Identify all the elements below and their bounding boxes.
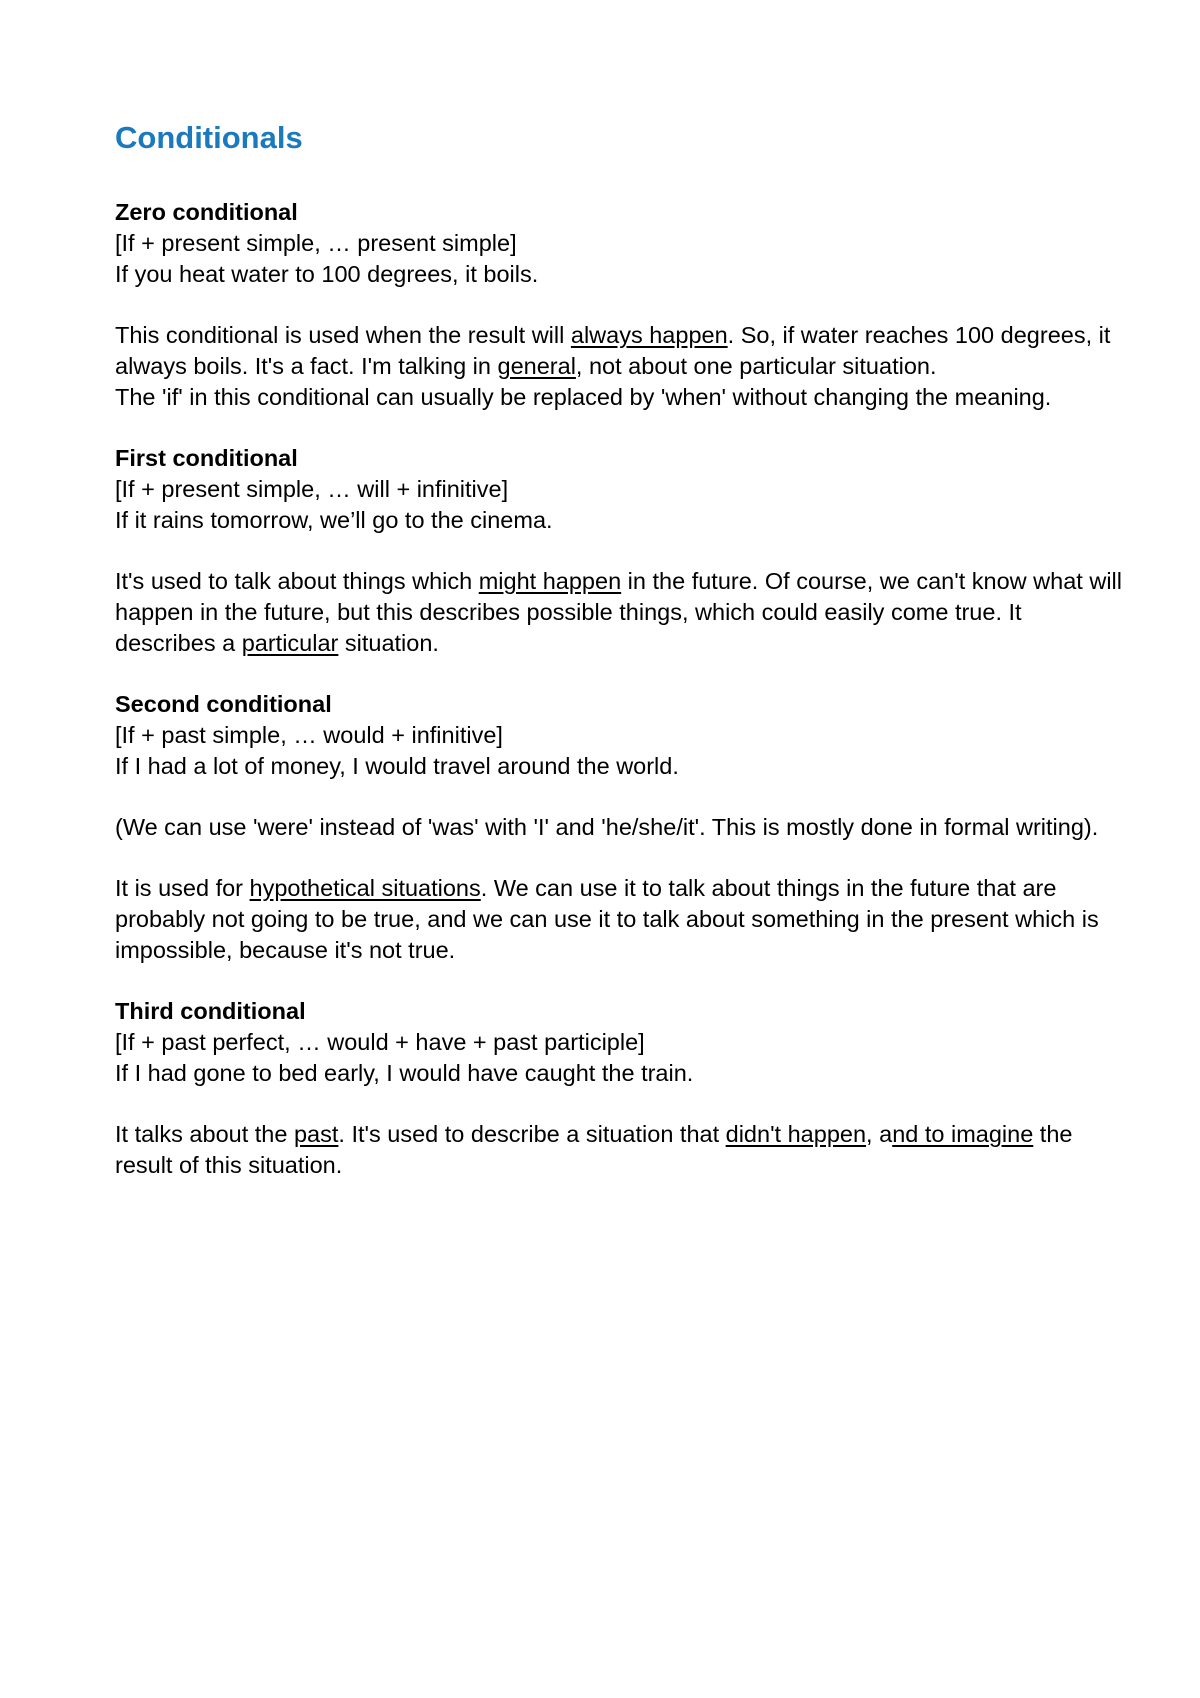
underlined-phrase: particular — [241, 630, 339, 656]
second-conditional-structure: [If + past simple, … would + infinitive] — [115, 722, 503, 748]
zero-conditional-section — [115, 197, 1125, 413]
second-conditional-note: (We can use 'were' instead of 'was' with 'I' and 'he/she/it'. This is mostly done in formal writing). — [115, 814, 1099, 840]
third-conditional-section — [115, 996, 1125, 1181]
second-conditional-section — [115, 689, 1125, 966]
zero-conditional-structure: [If + present simple, … present simple] — [115, 230, 517, 256]
first-conditional-section — [115, 443, 1125, 659]
first-conditional-structure: [If + present simple, … will + infinitive] — [115, 476, 509, 502]
underlined-phrase: general — [497, 353, 576, 379]
third-conditional-example: If I had gone to bed early, I would have caught the train. — [115, 1060, 694, 1086]
zero-conditional-note: The 'if' in this conditional can usually be replaced by 'when' without changing the meaning. — [115, 384, 1052, 410]
first-conditional-heading: First conditional — [115, 445, 298, 471]
underlined-phrase: hypothetical situations — [249, 875, 481, 901]
underlined-phrase: didn't happen — [725, 1121, 867, 1147]
underlined-phrase: might happen — [478, 568, 622, 594]
underlined-phrase: nd to imagine — [892, 1121, 1034, 1147]
first-conditional-explanation: It's used to talk about things which might happen in the future. Of course, we can't know what will happen in the future, but this describes possible things, which could easily come true. It describes a particular situation. — [115, 568, 1122, 656]
second-conditional-heading: Second conditional — [115, 691, 332, 717]
underlined-phrase: past — [293, 1121, 339, 1147]
document-title: Conditionals — [115, 120, 303, 155]
zero-conditional-heading: Zero conditional — [115, 199, 298, 225]
underlined-phrase: always happen — [570, 322, 728, 348]
second-conditional-explanation: It is used for hypothetical situations. We can use it to talk about things in the future that are probably not going to be true, and we can use it to talk about something in the present which is impossible, because it's not true. — [115, 875, 1099, 963]
third-conditional-structure: [If + past perfect, … would + have + past participle] — [115, 1029, 645, 1055]
zero-conditional-explanation: This conditional is used when the result will always happen. So, if water reaches 100 degrees, it always boils. It's a fact. I'm talking in general, not about one particular situation. — [115, 322, 1111, 379]
second-conditional-example: If I had a lot of money, I would travel around the world. — [115, 753, 679, 779]
third-conditional-heading: Third conditional — [115, 998, 306, 1024]
document-page — [115, 118, 1125, 1211]
zero-conditional-example: If you heat water to 100 degrees, it boils. — [115, 261, 539, 287]
first-conditional-example: If it rains tomorrow, we’ll go to the cinema. — [115, 507, 553, 533]
third-conditional-explanation: It talks about the past. It's used to describe a situation that didn't happen, and to imagine the result of this situation. — [115, 1121, 1073, 1178]
